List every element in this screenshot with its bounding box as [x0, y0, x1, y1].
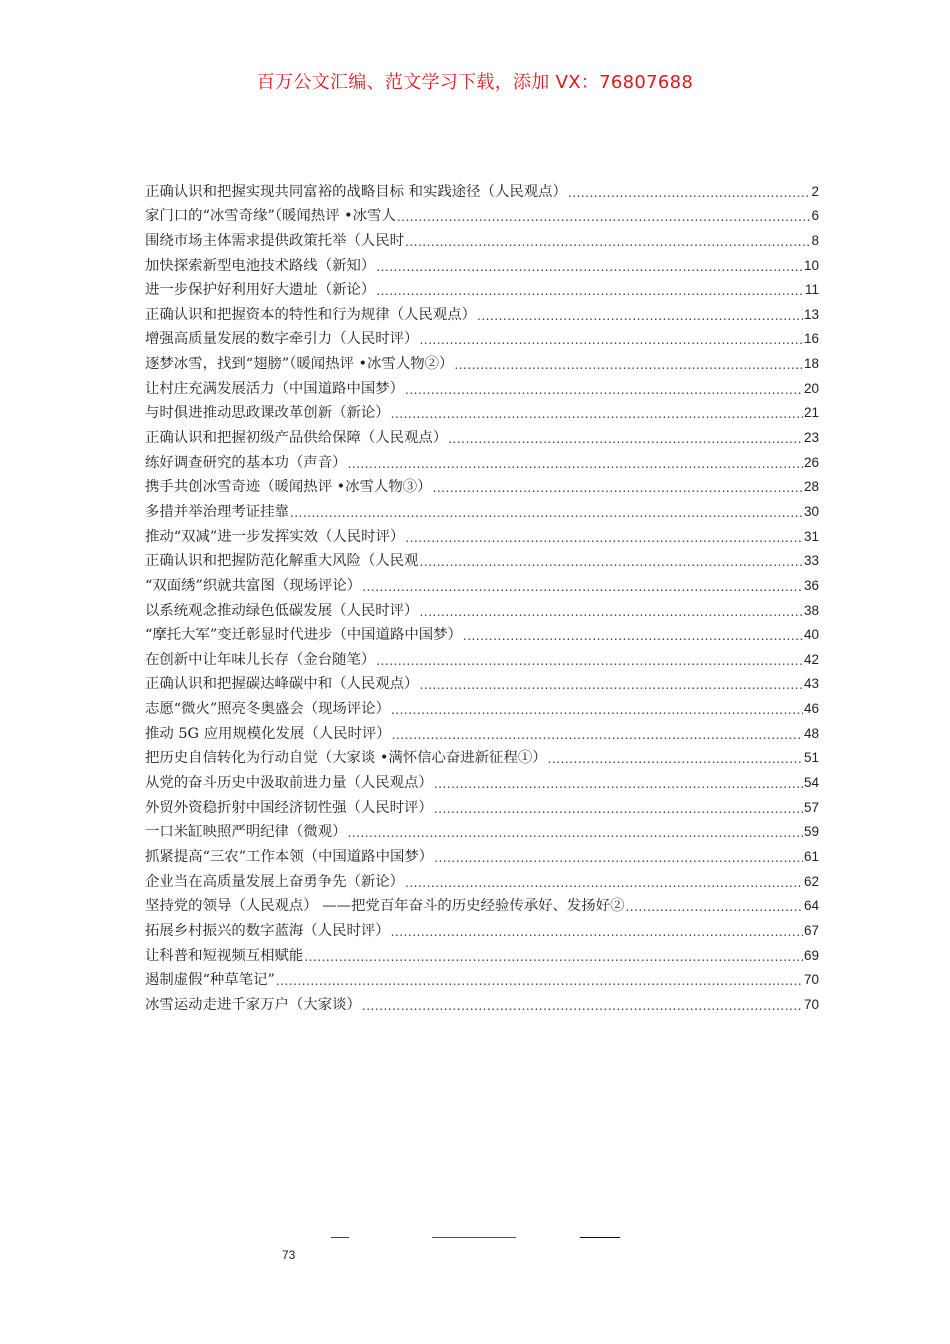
toc-entry-title: 正确认识和把握初级产品供给保障（人民观点）	[145, 430, 448, 447]
toc-leader-dots	[347, 458, 802, 470]
toc-entry[interactable]	[145, 570, 819, 595]
toc-leader-dots	[376, 261, 803, 273]
toc-entry-page-number: 20	[803, 380, 819, 396]
toc-entry[interactable]	[145, 275, 819, 300]
toc-entry-title: 拓展乡村振兴的数字蓝海（人民时评）	[145, 922, 390, 939]
footer-rule-right	[580, 1237, 620, 1238]
toc-entry-title: 正确认识和把握资本的特性和行为规律（人民观点）	[145, 306, 476, 323]
toc-entry-title: 多措并举治理考证挂靠	[145, 503, 289, 520]
toc-entry-page-number: 16	[803, 331, 819, 347]
toc-entry-title: 一口米缸映照严明纪律（微观）	[145, 824, 347, 841]
toc-entry-title: 志愿“微火”照亮冬奥盛会（现场评论）	[145, 701, 390, 718]
toc-entry-page-number: 36	[803, 577, 819, 593]
toc-entry-title: 家门口的“冰雪奇缘”（暖闻热评 •冰雪人	[145, 208, 396, 225]
toc-entry-title: 正确认识和把握防范化解重大风险（人民观	[145, 553, 419, 570]
toc-entry-title: 外贸外资稳折射中国经济韧性强（人民时评）	[145, 799, 433, 816]
toc-entry[interactable]	[145, 841, 819, 866]
toc-entry-page-number: 61	[803, 848, 819, 864]
toc-entry[interactable]	[145, 546, 819, 571]
toc-leader-dots	[304, 951, 803, 963]
toc-entry-page-number: 26	[803, 454, 819, 470]
toc-entry-page-number: 42	[803, 651, 819, 667]
toc-leader-dots	[405, 384, 803, 396]
toc-entry[interactable]	[145, 669, 819, 694]
toc-entry-page-number: 57	[803, 799, 819, 815]
toc-entry[interactable]	[145, 620, 819, 645]
toc-entry-title: “摩托大军”变迁彰显时代进步（中国道路中国梦）	[145, 627, 462, 644]
toc-leader-dots	[391, 926, 803, 938]
toc-leader-dots	[434, 778, 803, 790]
toc-leader-dots	[276, 975, 803, 987]
toc-entry-page-number: 62	[803, 873, 819, 889]
toc-entry[interactable]	[145, 201, 819, 226]
toc-leader-dots	[454, 359, 803, 371]
footer-page-number: 73	[282, 1248, 296, 1262]
toc-entry[interactable]	[145, 866, 819, 891]
toc-entry-title: 以系统观念推动绿色低碳发展（人民时评）	[145, 602, 419, 619]
toc-entry-title: 推动“双减”进一步发挥实效（人民时评）	[145, 528, 405, 545]
toc-entry[interactable]	[145, 940, 819, 965]
toc-entry-title: “双面绣”织就共富图（现场评论）	[145, 577, 362, 594]
toc-entry-page-number: 67	[803, 922, 819, 938]
toc-leader-dots	[376, 655, 803, 667]
toc-leader-dots	[405, 877, 803, 889]
toc-leader-dots	[362, 1000, 803, 1012]
toc-entry-page-number: 40	[803, 627, 819, 643]
toc-leader-dots	[463, 630, 803, 642]
toc-entry[interactable]	[145, 792, 819, 817]
toc-entry-page-number: 70	[803, 972, 819, 988]
toc-entry[interactable]	[145, 225, 819, 250]
toc-entry-title: 冰雪运动走进千家万户（大家谈）	[145, 996, 361, 1013]
toc-leader-dots	[362, 581, 803, 593]
toc-entry-title: 推动 5G 应用规模化发展（人民时评）	[145, 725, 391, 742]
toc-entry[interactable]	[145, 817, 819, 842]
toc-entry[interactable]	[145, 595, 819, 620]
toc-entry[interactable]	[145, 250, 819, 275]
toc-entry-page-number: 54	[803, 775, 819, 791]
toc-entry-title: 企业当在高质量发展上奋勇争先（新论）	[145, 873, 405, 890]
toc-entry-title: 增强高质量发展的数字牵引力（人民时评）	[145, 331, 419, 348]
toc-leader-dots	[376, 285, 804, 297]
toc-leader-dots	[548, 753, 803, 765]
toc-entry-title: 逐梦冰雪，找到“翅膀”（暖闻热评 •冰雪人物②）	[145, 356, 454, 373]
toc-leader-dots	[419, 556, 803, 568]
toc-entry[interactable]	[145, 767, 819, 792]
toc-entry-title: 让村庄充满发展活力（中国道路中国梦）	[145, 380, 405, 397]
toc-leader-dots	[419, 679, 803, 691]
toc-leader-dots	[347, 827, 802, 839]
toc-entry[interactable]	[145, 398, 819, 423]
toc-entry[interactable]	[145, 743, 819, 768]
toc-leader-dots	[290, 507, 803, 519]
toc-entry-title: 正确认识和把握碳达峰碳中和（人民观点）	[145, 676, 419, 693]
toc-entry-title: 把历史自信转化为行动自觉（大家谈 •满怀信心奋进新征程①）	[145, 750, 547, 767]
toc-entry-title: 抓紧提高“三农”工作本领（中国道路中国梦）	[145, 848, 434, 865]
toc-leader-dots	[397, 211, 811, 223]
toc-leader-dots	[419, 606, 803, 618]
toc-entry-page-number: 31	[803, 528, 819, 544]
toc-entry-page-number: 38	[803, 602, 819, 618]
toc-entry-page-number: 2	[811, 183, 819, 199]
toc-entry[interactable]	[145, 915, 819, 940]
toc-entry[interactable]	[145, 299, 819, 324]
toc-entry-page-number: 48	[803, 725, 819, 741]
toc-entry-page-number: 8	[811, 232, 819, 248]
toc-entry[interactable]	[145, 521, 819, 546]
toc-entry-title: 坚持党的领导（人民观点） ——把党百年奋斗的历史经验传承好、发扬好②	[145, 898, 625, 915]
toc-entry-page-number: 6	[811, 208, 819, 224]
toc-entry-title: 在创新中让年味儿长存（金台随笔）	[145, 651, 376, 668]
toc-leader-dots	[391, 408, 803, 420]
toc-entry[interactable]	[145, 693, 819, 718]
toc-entry-page-number: 70	[803, 996, 819, 1012]
table-of-contents	[145, 176, 819, 1014]
toc-entry-page-number: 11	[804, 282, 819, 298]
toc-entry-title: 遏制虚假“种草笔记”	[145, 972, 275, 989]
toc-entry[interactable]	[145, 965, 819, 990]
toc-entry[interactable]	[145, 324, 819, 349]
toc-entry-title: 携手共创冰雪奇迹（暖闻热评 •冰雪人物③）	[145, 479, 432, 496]
toc-entry-page-number: 10	[803, 257, 819, 273]
toc-entry-page-number: 43	[803, 676, 819, 692]
toc-entry-page-number: 23	[803, 430, 819, 446]
toc-leader-dots	[391, 704, 803, 716]
toc-leader-dots	[405, 532, 803, 544]
toc-entry[interactable]	[145, 176, 819, 201]
toc-leader-dots	[392, 729, 803, 741]
toc-entry-title: 与时俱进推动思政课改革创新（新论）	[145, 405, 390, 422]
toc-entry-page-number: 18	[803, 356, 819, 372]
toc-leader-dots	[434, 803, 803, 815]
toc-entry-title: 进一步保护好利用好大遗址（新论）	[145, 282, 376, 299]
toc-entry-title: 围绕市场主体需求提供政策托举（人民时	[145, 232, 405, 249]
toc-leader-dots	[405, 236, 810, 248]
toc-entry-page-number: 64	[803, 898, 819, 914]
toc-leader-dots	[625, 901, 803, 913]
toc-leader-dots	[433, 482, 803, 494]
toc-entry-page-number: 13	[803, 306, 819, 322]
toc-entry-title: 加快探索新型电池技术路线（新知）	[145, 257, 376, 274]
toc-leader-dots	[477, 310, 803, 322]
toc-entry[interactable]	[145, 472, 819, 497]
toc-entry[interactable]	[145, 348, 819, 373]
toc-entry-page-number: 28	[803, 479, 819, 495]
toc-entry-title: 让科普和短视频互相赋能	[145, 947, 304, 964]
toc-leader-dots	[434, 852, 803, 864]
header-banner: 百万公文汇编、范文学习下载，添加 VX：76807688	[256, 72, 694, 93]
toc-entry[interactable]	[145, 496, 819, 521]
toc-leader-dots	[419, 334, 803, 346]
toc-entry-page-number: 33	[803, 553, 819, 569]
toc-entry-page-number: 21	[803, 405, 819, 421]
toc-entry-page-number: 51	[803, 750, 819, 766]
toc-entry-page-number: 46	[803, 701, 819, 717]
toc-entry-title: 从党的奋斗历史中汲取前进力量（人民观点）	[145, 775, 433, 792]
toc-entry-page-number: 30	[803, 503, 819, 519]
toc-entry-title: 练好调查研究的基本功（声音）	[145, 454, 347, 471]
toc-entry-title: 正确认识和把握实现共同富裕的战略目标 和实践途径（人民观点）	[145, 183, 567, 200]
toc-entry[interactable]	[145, 447, 819, 472]
toc-entry[interactable]	[145, 718, 819, 743]
toc-entry-page-number: 59	[803, 824, 819, 840]
toc-entry[interactable]	[145, 891, 819, 916]
toc-entry[interactable]	[145, 373, 819, 398]
footer-rule-center	[432, 1237, 516, 1238]
toc-entry[interactable]	[145, 989, 819, 1014]
toc-leader-dots	[448, 433, 803, 445]
toc-entry[interactable]	[145, 644, 819, 669]
toc-leader-dots	[568, 187, 811, 199]
footer-rule-left	[331, 1237, 349, 1238]
toc-entry-page-number: 69	[803, 947, 819, 963]
toc-entry[interactable]	[145, 422, 819, 447]
